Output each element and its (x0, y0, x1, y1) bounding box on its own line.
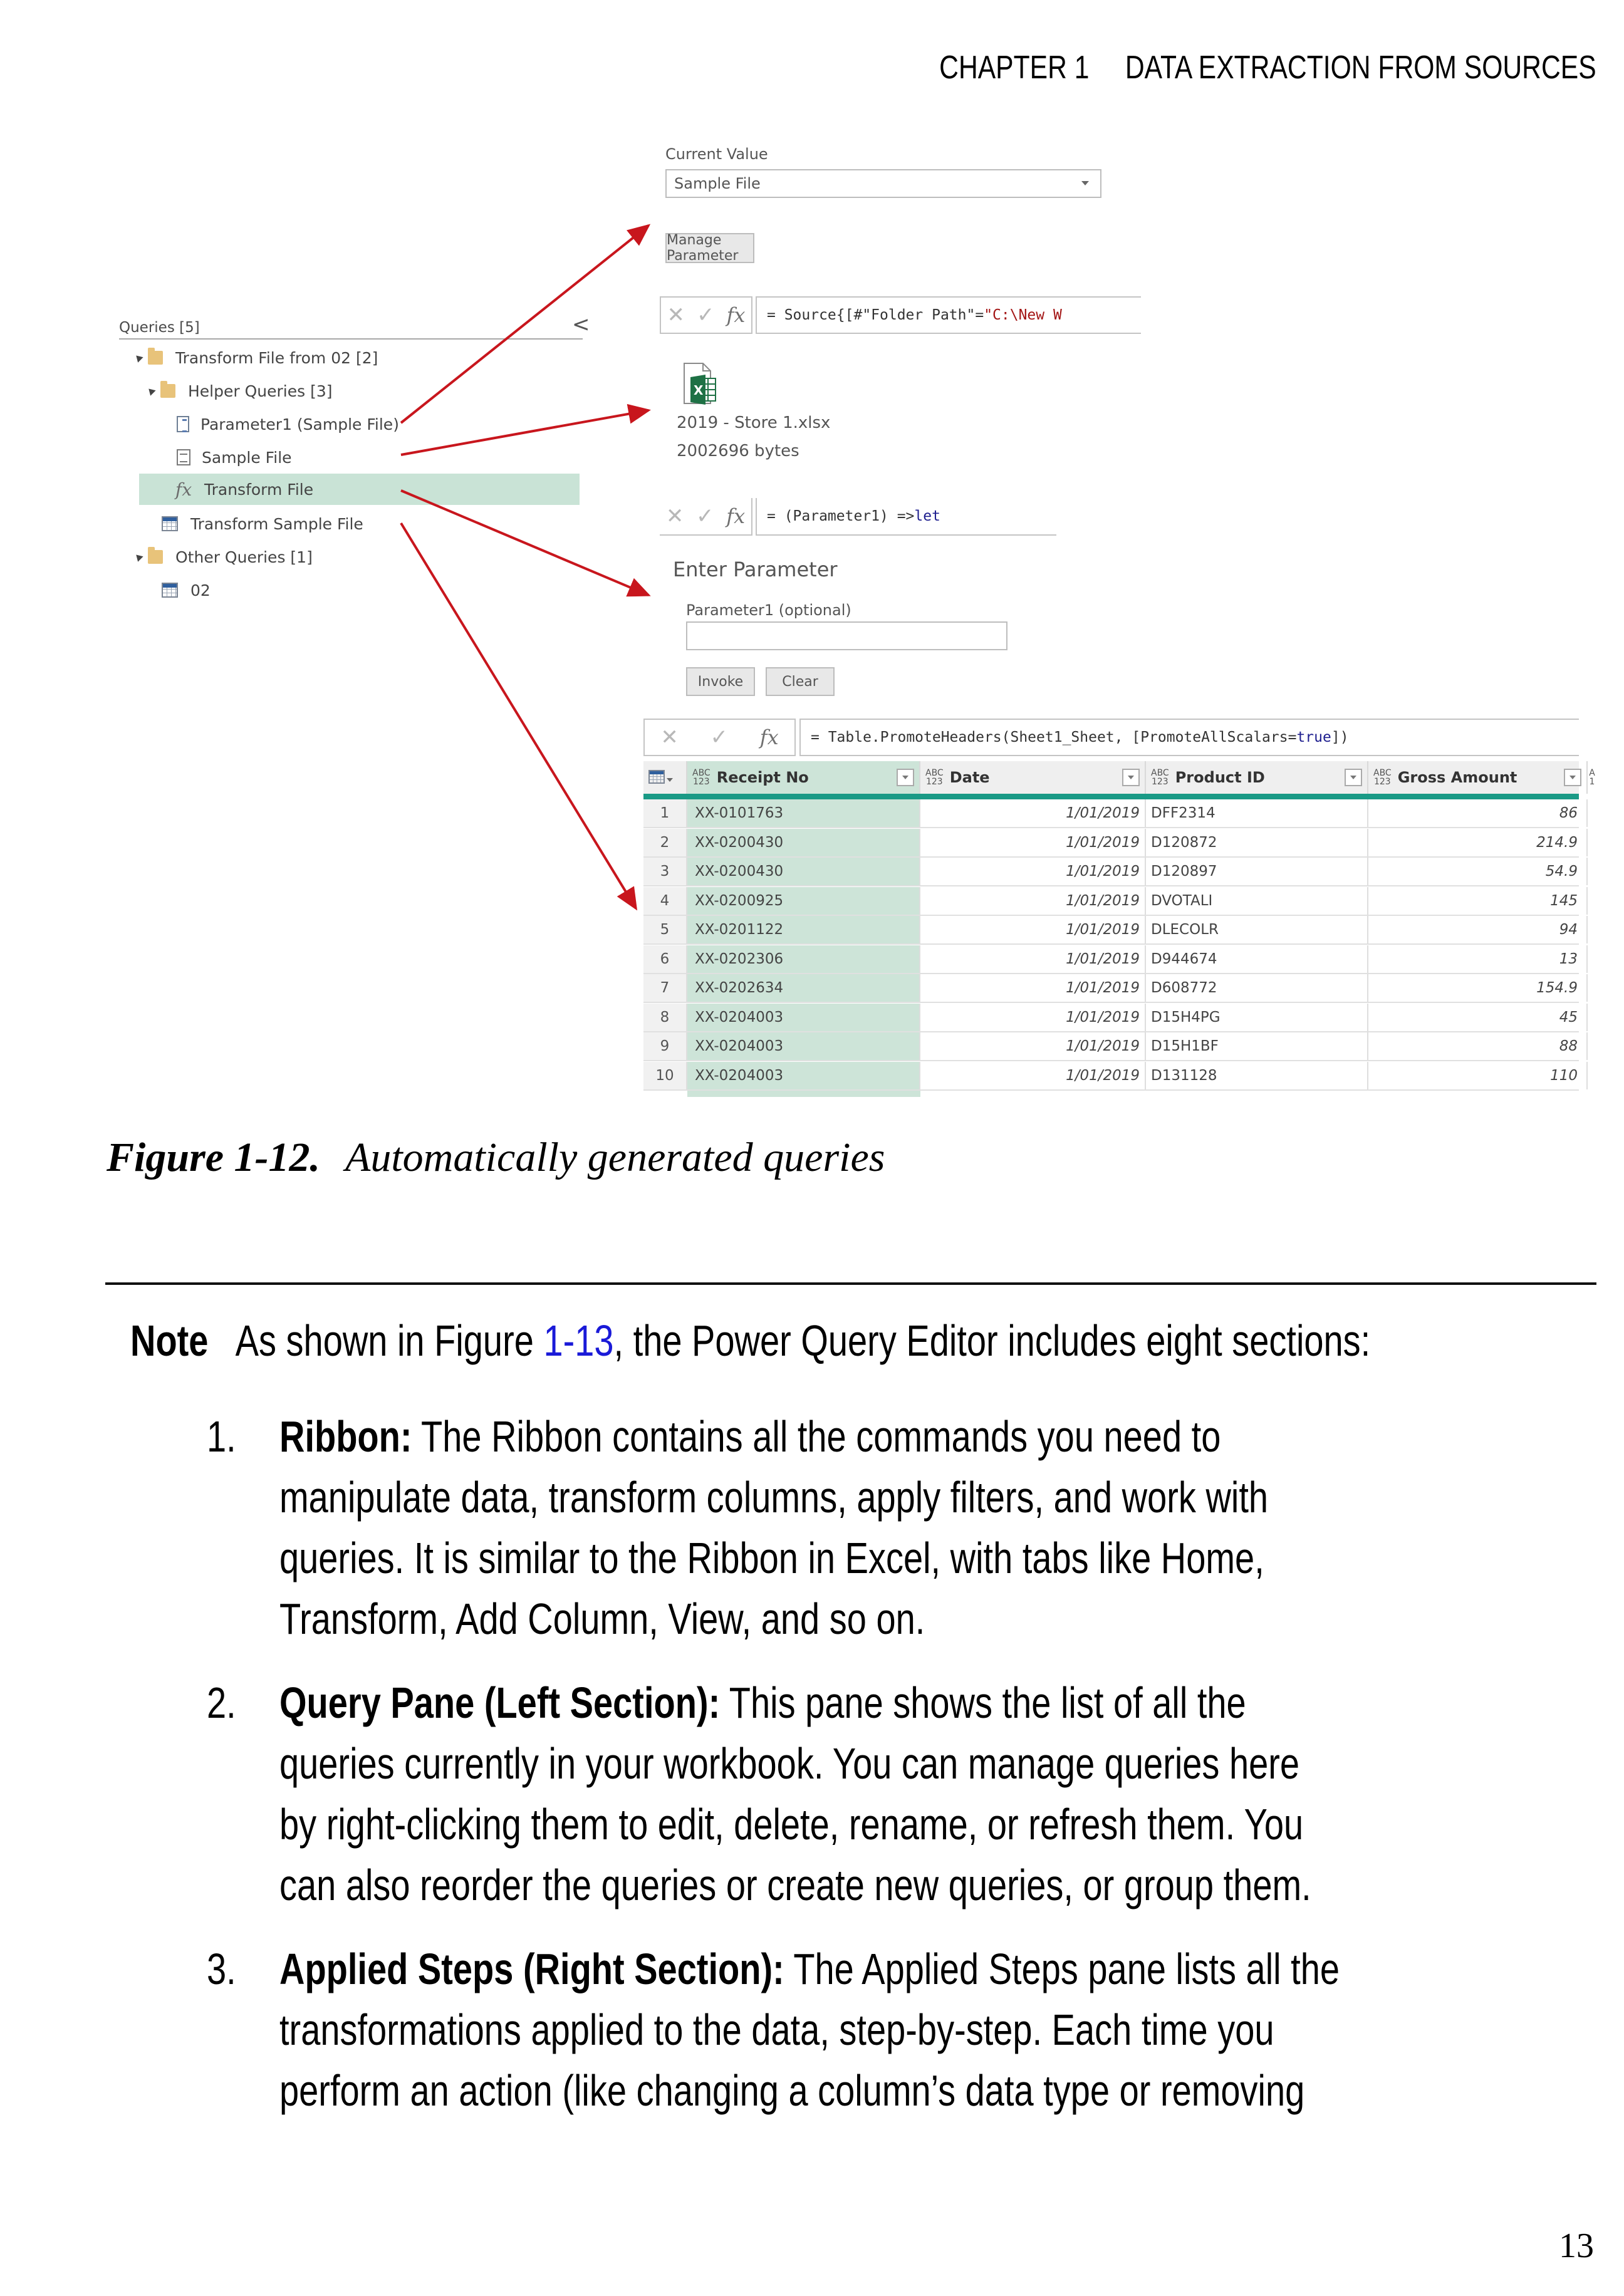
parameter1-label: Parameter1 (optional) (686, 601, 851, 619)
file-name: 2019 - Store 1.xlsx (677, 413, 831, 432)
cancel-icon[interactable]: ✕ (660, 725, 679, 750)
figure-title: Automatically generated queries (345, 1135, 885, 1180)
list-item-title: Ribbon: (279, 1412, 412, 1461)
list-line: perform an action (like changing a column’s data type or removing (279, 2066, 1305, 2115)
chapter-label: CHAPTER 1 (939, 49, 1090, 86)
cell-gross-amount[interactable]: 86 (1368, 799, 1588, 827)
row-number[interactable]: 2 (643, 829, 687, 856)
formula-keyword: let (914, 508, 940, 524)
list-line: transformations applied to the data, step-by-step. Each time you (279, 2005, 1274, 2054)
cell-receipt-no[interactable]: XX-0204003 (687, 1004, 920, 1031)
list-number: 1. (207, 1412, 236, 1461)
clear-button[interactable]: Clear (766, 667, 835, 696)
type-any-icon: ABC 123 (692, 768, 710, 787)
figure-caption (107, 1134, 885, 1182)
list-number: 3. (207, 1945, 236, 1993)
cell-date[interactable]: 1/01/2019 (920, 858, 1146, 885)
cell-product-id[interactable]: D15H1BF (1146, 1032, 1368, 1060)
cell-date[interactable]: 1/01/2019 (920, 887, 1146, 915)
list-line: The Applied Steps pane lists all the (784, 1945, 1340, 1993)
cell-date[interactable]: 1/01/2019 (920, 945, 1146, 973)
cell-gross-amount[interactable]: 110 (1368, 1062, 1588, 1089)
list-line: queries. It is similar to the Ribbon in Excel, with tabs like Home, (279, 1534, 1264, 1582)
enter-parameter-title: Enter Parameter (673, 558, 838, 581)
cell-gross-amount[interactable]: 45 (1368, 1004, 1588, 1031)
note-divider (105, 1282, 1596, 1285)
arrow-sample-file-to-file (401, 410, 648, 455)
manage-parameter-button[interactable]: Manage Parameter (665, 233, 754, 263)
cell-receipt-no[interactable]: XX-0200430 (687, 829, 920, 856)
arrow-transform-file-to-invoke (401, 491, 648, 595)
row-number[interactable]: 10 (643, 1062, 687, 1089)
check-icon[interactable]: ✓ (710, 725, 729, 750)
cell-product-id[interactable]: D608772 (1146, 974, 1368, 1002)
column-title: Gross Amount (1397, 769, 1517, 786)
note-label: Note (130, 1316, 209, 1365)
collapse-pane-icon[interactable]: < (572, 312, 590, 337)
query-label: 02 (190, 581, 211, 600)
formula-suffix: ]) (1331, 729, 1349, 745)
list-line: manipulate data, transform columns, apply filters, and work with (279, 1473, 1269, 1522)
cell-date[interactable]: 1/01/2019 (920, 1062, 1146, 1089)
cell-receipt-no[interactable]: XX-0202634 (687, 974, 920, 1002)
cell-gross-amount[interactable]: 88 (1368, 1032, 1588, 1060)
cell-gross-amount[interactable]: 94 (1368, 916, 1588, 943)
query-label: Sample File (202, 448, 292, 467)
cell-date[interactable]: 1/01/2019 (920, 916, 1146, 943)
cell-receipt-no[interactable]: XX-0200925 (687, 887, 920, 915)
file-size: 2002696 bytes (677, 442, 799, 460)
list-number: 2. (207, 1678, 236, 1727)
fx-icon[interactable]: fx (726, 504, 746, 528)
cell-product-id[interactable]: D120897 (1146, 858, 1368, 885)
row-number[interactable]: 5 (643, 916, 687, 943)
cell-date[interactable]: 1/01/2019 (920, 1004, 1146, 1031)
row-number[interactable]: 4 (643, 887, 687, 915)
cell-receipt-no[interactable]: XX-0201122 (687, 916, 920, 943)
cell-receipt-no[interactable]: XX-0204003 (687, 1062, 920, 1089)
list-line: This pane shows the list of all the (720, 1678, 1246, 1727)
cancel-icon[interactable]: ✕ (667, 303, 685, 328)
cell-date[interactable]: 1/01/2019 (920, 1032, 1146, 1060)
cell-date[interactable]: 1/01/2019 (920, 829, 1146, 856)
column-title: Product ID (1175, 769, 1265, 786)
cell-gross-amount[interactable]: 54.9 (1368, 858, 1588, 885)
query-label: Parameter1 (Sample File) (200, 415, 399, 434)
cell-receipt-no[interactable]: XX-0204003 (687, 1032, 920, 1060)
cancel-icon[interactable]: ✕ (665, 504, 684, 529)
cell-gross-amount[interactable]: 145 (1368, 887, 1588, 915)
list-line: queries currently in your workbook. You can manage queries here (279, 1739, 1300, 1788)
formula-text: = Table.PromoteHeaders(Sheet1_Sheet, [PromoteAllScalars= (811, 729, 1297, 745)
chapter-title: DATA EXTRACTION FROM SOURCES (1125, 49, 1596, 86)
type-any-icon: ABC 123 (925, 768, 944, 787)
fx-icon: fx (175, 479, 192, 500)
row-number[interactable]: 3 (643, 858, 687, 885)
query-label: Helper Queries [3] (188, 382, 333, 400)
fx-icon[interactable]: fx (726, 303, 746, 327)
list-line: can also reorder the queries or create new queries, or group them. (279, 1861, 1311, 1909)
note-paragraph (130, 1316, 1370, 1366)
query-label: Transform File (204, 480, 314, 499)
query-label: Transform File from 02 [2] (175, 348, 378, 367)
row-number[interactable]: 9 (643, 1032, 687, 1060)
formula-text: = Source{[#"Folder Path"= (767, 307, 984, 323)
check-icon[interactable]: ✓ (696, 504, 714, 529)
type-any-icon: ABC 123 (1373, 768, 1392, 787)
note-text: As shown in Figure (235, 1316, 544, 1365)
cell-product-id[interactable]: D15H4PG (1146, 1004, 1368, 1031)
list-line: by right-clicking them to edit, delete, rename, or refresh them. You (279, 1800, 1304, 1849)
cell-receipt-no[interactable]: XX-0202306 (687, 945, 920, 973)
cell-receipt-no[interactable]: XX-0200430 (687, 858, 920, 885)
row-number[interactable]: 8 (643, 1004, 687, 1031)
current-value: Sample File (674, 175, 761, 192)
annotation-arrows (0, 0, 1624, 1128)
cell-product-id[interactable]: DFF2314 (1146, 799, 1368, 827)
fx-icon[interactable]: fx (759, 725, 779, 749)
cell-product-id[interactable]: D131128 (1146, 1062, 1368, 1089)
svg-text:X: X (694, 383, 704, 398)
cell-product-id[interactable]: D944674 (1146, 945, 1368, 973)
query-label: Transform Sample File (190, 514, 363, 533)
list-line: The Ribbon contains all the commands you need to (412, 1412, 1221, 1461)
query-label: Other Queries [1] (175, 548, 313, 566)
arrow-parameter-to-current-value (401, 226, 648, 423)
page-number: 13 (1559, 2226, 1594, 2265)
list-item-title: Query Pane (Left Section): (279, 1678, 721, 1727)
queries-pane-title: Queries [5] (119, 319, 200, 336)
figure-link[interactable]: 1-13 (543, 1316, 614, 1365)
arrow-transform-sample-to-table (401, 523, 636, 908)
cell-gross-amount[interactable]: 154.9 (1368, 974, 1588, 1002)
cell-receipt-no[interactable]: XX-0101763 (687, 799, 920, 827)
row-number[interactable]: 7 (643, 974, 687, 1002)
cell-gross-amount[interactable]: 214.9 (1368, 829, 1588, 856)
check-icon[interactable]: ✓ (697, 303, 715, 328)
cell-date[interactable]: 1/01/2019 (920, 974, 1146, 1002)
note-text: , the Power Query Editor includes eight sections: (613, 1316, 1371, 1365)
type-any-icon: ABC 123 (1151, 768, 1169, 787)
list-item-title: Applied Steps (Right Section): (279, 1945, 784, 1993)
formula-string: "C:\New W (984, 307, 1062, 323)
row-number[interactable]: 1 (643, 799, 687, 827)
cell-gross-amount[interactable]: 13 (1368, 945, 1588, 973)
cell-date[interactable]: 1/01/2019 (920, 799, 1146, 827)
column-title: Date (949, 769, 990, 786)
cell-product-id[interactable]: DLECOLR (1146, 916, 1368, 943)
list-line: Transform, Add Column, View, and so on. (279, 1594, 925, 1643)
cell-product-id[interactable]: DVOTALI (1146, 887, 1368, 915)
cell-product-id[interactable]: D120872 (1146, 829, 1368, 856)
partial-column-badge: A 1 (1589, 768, 1595, 787)
figure-label: Figure 1-12. (107, 1135, 321, 1180)
formula-keyword: true (1296, 729, 1331, 745)
column-title: Receipt No (716, 769, 809, 786)
formula-text: = (Parameter1) => (767, 508, 915, 524)
invoke-button[interactable]: Invoke (686, 667, 755, 696)
current-value-label: Current Value (665, 145, 768, 163)
row-number[interactable]: 6 (643, 945, 687, 973)
